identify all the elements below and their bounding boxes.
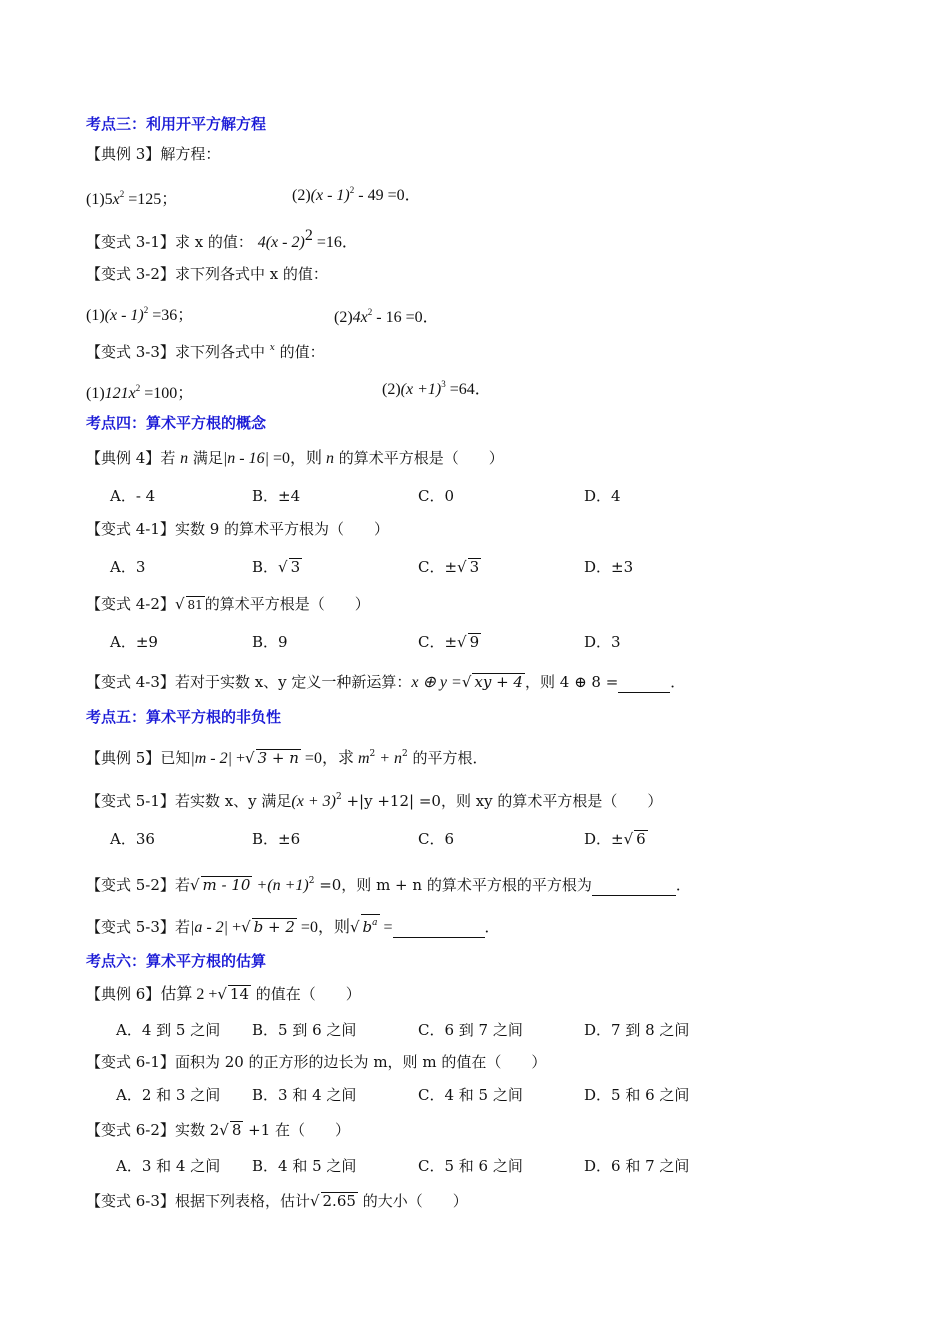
option-a[interactable]: A．±9 — [110, 633, 158, 651]
example-text: 满足 — [188, 449, 223, 467]
section-heading-5: 考点五：算术平方根的非负性 — [86, 708, 282, 726]
option-a[interactable]: A．3 和 4 之间 — [116, 1157, 221, 1175]
option-d[interactable]: D．6 和 7 之间 — [584, 1157, 690, 1175]
option-c[interactable]: C．0 — [418, 487, 455, 505]
variable: n — [180, 450, 189, 467]
variant-3-3-part-1 — [86, 378, 193, 404]
exponent: 2 — [304, 227, 313, 244]
variant-text: =0，则 — [296, 919, 350, 936]
option-b[interactable]: B．±6 — [252, 830, 301, 848]
variant-label: 【变式 5-3】 — [86, 918, 175, 936]
option-d[interactable]: D．4 — [584, 487, 621, 505]
variant-6-2: 【变式 6-2】实数 2√ 8 +1 在（ ） — [86, 1121, 351, 1139]
option-c[interactable]: C．5 和 6 之间 — [418, 1157, 523, 1175]
radicand: b + 2 — [253, 918, 295, 936]
variant-text: 实数 9 的算术平方根为（ ） — [174, 520, 390, 538]
option-c[interactable]: C．6 — [418, 830, 455, 848]
option-c[interactable]: C．4 和 5 之间 — [418, 1086, 523, 1104]
example-5: 【典例 5】已知|m - 2| +√ 3 + n =0，求 $m^2 + n^2$ 的平方根． — [86, 749, 488, 767]
formula: (x + 3) — [291, 793, 336, 810]
variant-text: +1 在（ ） — [243, 1121, 351, 1139]
variant-text: = — [379, 919, 393, 936]
variant-label: 【变式 4-3】 — [86, 673, 175, 691]
exponent: a — [372, 918, 378, 928]
option-b[interactable]: B．5 到 6 之间 — [252, 1021, 357, 1039]
variant-label: 【变式 4-2】 — [86, 595, 175, 613]
formula-part: 5 — [104, 191, 113, 208]
radicand — [361, 914, 380, 935]
part-number: (1) — [86, 307, 105, 324]
option-label: C．± — [418, 633, 458, 651]
radicand: 81 — [187, 598, 203, 612]
variant-text: 的算术平方根是（ ） — [204, 595, 370, 613]
example-label: 【典例 6】 — [86, 985, 161, 1003]
formula: (x +1) — [400, 381, 442, 398]
part-number: (2) — [334, 309, 353, 326]
option-d[interactable]: D．3 — [584, 633, 621, 651]
variant-text: ． — [675, 876, 691, 894]
part-number: (1) — [86, 385, 105, 402]
example-4 — [86, 448, 504, 469]
variant-text: 求 x 的值： — [174, 233, 253, 251]
variant-label: 【变式 3-2】 — [86, 265, 175, 283]
plus-sign: + — [228, 919, 242, 936]
radicand: 3 — [290, 558, 301, 576]
part-number: (2) — [382, 381, 401, 398]
example-text: 若 — [160, 449, 181, 467]
variant-3-2 — [86, 264, 328, 284]
example-3 — [86, 144, 220, 164]
variant-text: =0，则 m + n 的算术平方根的平方根为 — [314, 876, 592, 894]
variant-label: 【变式 6-2】 — [86, 1121, 175, 1139]
variant-label: 【变式 3-1】 — [86, 233, 175, 251]
variant-text: 求下列各式中 — [174, 343, 270, 361]
section-heading-6: 考点六：算术平方根的估算 — [86, 952, 267, 970]
exponent: 2 — [135, 383, 141, 393]
example-text: =0，求 — [300, 750, 358, 767]
variant-text: 若实数 x、y 满足 — [174, 792, 292, 810]
formula-part: =36； — [148, 307, 194, 324]
example-text: 解方程： — [160, 145, 221, 163]
option-d[interactable]: D．5 和 6 之间 — [584, 1086, 690, 1104]
option-a[interactable]: A．36 — [110, 830, 155, 848]
variant-5-3: 【变式 5-3】若|a - 2| +√ b + 2 =0，则√ $b^a$ = ． — [86, 914, 500, 938]
exponent: 2 — [349, 185, 355, 195]
radicand: 14 — [229, 985, 249, 1003]
variant-text: 面积为 20 的正方形的边长为 m，则 m 的值在（ ） — [174, 1053, 547, 1071]
option-b[interactable]: B．9 — [252, 633, 288, 651]
variant-text: 若 — [174, 876, 190, 894]
example-label: 【典例 5】 — [86, 749, 161, 767]
variant-text: 若对于实数 x、y 定义一种新运算： — [174, 673, 412, 691]
formula: m — [357, 750, 370, 767]
radicand: 3 — [469, 558, 480, 576]
formula: 4(x - 2) — [257, 234, 305, 251]
formula-part: - 49 =0． — [354, 187, 421, 204]
example-6: 【典例 6】估算 2 +√ 14 的值在（ ） — [86, 985, 361, 1003]
variant-text: 根据下列表格，估计 — [174, 1192, 310, 1210]
exponent: 2 — [143, 305, 149, 315]
option-a[interactable]: A．3 — [110, 558, 146, 576]
variant-text: ，则 4 ⊕ 8 = — [524, 673, 619, 691]
variant-6-3: 【变式 6-3】根据下列表格，估计√ 2.65 的大小（ ） — [86, 1192, 468, 1210]
example-text: 的值在（ ） — [251, 985, 361, 1003]
variant-3-2-part-2 — [334, 302, 439, 328]
radicand: xy + 4 — [474, 673, 523, 691]
plus-sign: + — [232, 750, 246, 767]
variant-4-1 — [86, 519, 389, 539]
exponent: 2 — [335, 792, 342, 802]
formula: 121x — [104, 385, 136, 402]
exponent: 2 — [369, 749, 376, 759]
radicand: 2.65 — [322, 1192, 356, 1210]
formula-part: =64． — [445, 381, 491, 398]
example-label: 【典例 4】 — [86, 449, 161, 467]
option-label: D．± — [584, 830, 624, 848]
variant-label: 【变式 4-1】 — [86, 520, 175, 538]
variant-3-3 — [86, 338, 325, 362]
variant-5-2: 【变式 5-2】若√ $m - 10 +(n +1)^2 =0$，则 m + n 的算术平方根的平方根为 ． — [86, 876, 691, 894]
variant-label: 【变式 5-2】 — [86, 876, 175, 894]
section-heading-4: 考点四：算术平方根的概念 — [86, 414, 267, 432]
example-text: 的算术平方根是（ ） — [334, 449, 504, 467]
absolute-value: |m - 2| — [190, 750, 233, 767]
variant-label: 【变式 5-1】 — [86, 792, 175, 810]
variable: x — [269, 343, 275, 353]
variable: n — [326, 450, 335, 467]
variant-4-3: 【变式 4-3】若对于实数 x、y 定义一种新运算：x ⊕ y =√ xy + 4 ，则 4 ⊕ 8 = ． — [86, 673, 686, 691]
example-text: 已知 — [160, 749, 191, 767]
radicand: 8 — [231, 1121, 242, 1139]
variant-text: ． — [670, 673, 686, 691]
option-c[interactable]: C．6 到 7 之间 — [418, 1021, 523, 1039]
variant-text: 若 — [174, 918, 190, 936]
option-d[interactable]: D．7 到 8 之间 — [584, 1021, 690, 1039]
option-b[interactable]: B．±4 — [252, 487, 301, 505]
variant-text: +|y +12| =0，则 xy 的算术平方根是（ ） — [341, 792, 663, 810]
variant-3-2-part-1 — [86, 300, 193, 326]
formula: +(n +1) — [252, 877, 309, 894]
example-text: 的平方根． — [407, 749, 488, 767]
exponent: 3 — [441, 379, 446, 389]
formula-part: =100； — [140, 385, 194, 402]
option-a[interactable]: A．4 到 5 之间 — [116, 1021, 221, 1039]
exponent: 2 — [308, 876, 315, 886]
option-label: B． — [252, 558, 279, 576]
variant-text: 求下列各式中 x 的值： — [174, 265, 328, 283]
option-c[interactable]: C．±√ 3 — [418, 558, 480, 576]
option-a[interactable]: A．- 4 — [110, 487, 156, 505]
radicand-base: b — [362, 918, 373, 936]
radicand: 3 + n — [257, 749, 299, 767]
option-b[interactable]: B．√ 3 — [252, 558, 301, 576]
option-b[interactable]: B．4 和 5 之间 — [252, 1157, 357, 1175]
example-text: 估算 2 + — [160, 986, 218, 1003]
section-heading-3: 考点三：利用开平方解方程 — [86, 115, 267, 133]
variant-3-1 — [86, 226, 358, 253]
answer-blank[interactable] — [393, 917, 485, 938]
option-b[interactable]: B．3 和 4 之间 — [252, 1086, 357, 1104]
variant-3-3-part-2 — [382, 374, 491, 400]
variant-label: 【变式 3-3】 — [86, 343, 175, 361]
example-label: 【典例 3】 — [86, 145, 161, 163]
formula: (x - 1) — [310, 187, 350, 204]
variant-text: 实数 2 — [174, 1121, 220, 1139]
part-number: (2) — [292, 187, 311, 204]
formula: (x - 1) — [104, 307, 144, 324]
absolute-value: |a - 2| — [189, 919, 229, 936]
exponent: 2 — [402, 749, 408, 759]
formula: + n — [375, 750, 403, 767]
option-a[interactable]: A．2 和 3 之间 — [116, 1086, 221, 1104]
example-3-part-2 — [292, 180, 421, 206]
absolute-value: |n - 16| — [222, 450, 269, 467]
variant-4-2: 【变式 4-2】√ 81 的算术平方根是（ ） — [86, 595, 370, 613]
formula-part: =16． — [312, 234, 358, 251]
option-d[interactable]: D．±√ 6 — [584, 830, 646, 848]
formula: x ⊕ y = — [411, 674, 462, 691]
variant-text: 的大小（ ） — [357, 1192, 468, 1210]
answer-blank[interactable] — [618, 672, 670, 693]
radicand: m - 10 — [202, 876, 251, 894]
formula: 4x — [352, 309, 368, 326]
variant-label: 【变式 6-3】 — [86, 1192, 175, 1210]
variant-5-1 — [86, 787, 662, 812]
variant-6-1 — [86, 1052, 546, 1072]
variant-text: ． — [484, 918, 500, 936]
example-3-part-1 — [86, 184, 177, 210]
formula-part: - 16 =0． — [372, 309, 439, 326]
option-d[interactable]: D．±3 — [584, 558, 634, 576]
answer-blank[interactable] — [592, 875, 676, 896]
formula-var: x — [112, 191, 120, 208]
formula-part: =125； — [124, 191, 178, 208]
part-number: (1) — [86, 191, 105, 208]
radicand: 9 — [469, 633, 480, 651]
variant-label: 【变式 6-1】 — [86, 1053, 175, 1071]
example-text: =0，则 — [269, 450, 327, 467]
radicand: 6 — [636, 830, 646, 848]
variant-text: 的值： — [274, 343, 325, 361]
option-label: C．± — [418, 558, 458, 576]
exponent: 2 — [367, 307, 373, 317]
option-c[interactable]: C．±√ 9 — [418, 633, 480, 651]
exponent: 2 — [119, 189, 125, 199]
